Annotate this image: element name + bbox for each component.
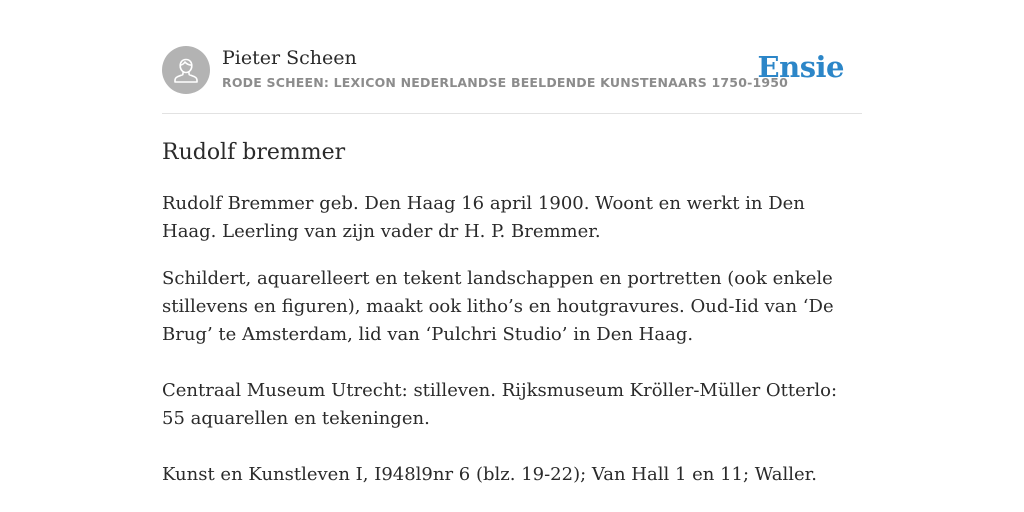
article-paragraph: Schildert, aquarelleert en tekent landschappen en portretten (ook enkele stillevens en figuren), maakt ook litho’s en houtgravures. Oud-Iid van ‘De Brug’ te Amsterdam, lid van ‘Pulchri Studio’ in Den Haag. bbox=[162, 268, 834, 345]
article-paragraph: Centraal Museum Utrecht: stilleven. Rijksmuseum Kröller-Müller Otterlo: 55 aquarellen en tekeningen. bbox=[162, 380, 838, 429]
article bbox=[162, 138, 862, 489]
article-paragraph: Kunst en Kunstleven I, I948l9nr 6 (blz. 19-22); Van Hall 1 en 11; Waller. bbox=[162, 464, 817, 485]
ensie-logo[interactable]: Ensie bbox=[757, 50, 844, 84]
article-header bbox=[162, 46, 862, 96]
author-name[interactable]: Pieter Scheen bbox=[222, 47, 357, 69]
article-body bbox=[162, 190, 862, 489]
avatar[interactable] bbox=[162, 46, 210, 94]
article-paragraph: Rudolf Bremmer geb. Den Haag 16 april 1900. Woont en werkt in Den Haag. Leerling van zijn vader dr H. P. Bremmer. bbox=[162, 193, 805, 242]
paragraph-spacer bbox=[162, 433, 862, 461]
source-title[interactable]: RODE SCHEEN: LEXICON NEDERLANDSE BEELDENDE KUNSTENAARS 1750-1950 bbox=[222, 75, 789, 90]
paragraph-spacer bbox=[162, 349, 862, 377]
user-silhouette-icon bbox=[162, 46, 210, 94]
header-divider bbox=[162, 113, 862, 114]
article-title: Rudolf bremmer bbox=[162, 140, 346, 165]
